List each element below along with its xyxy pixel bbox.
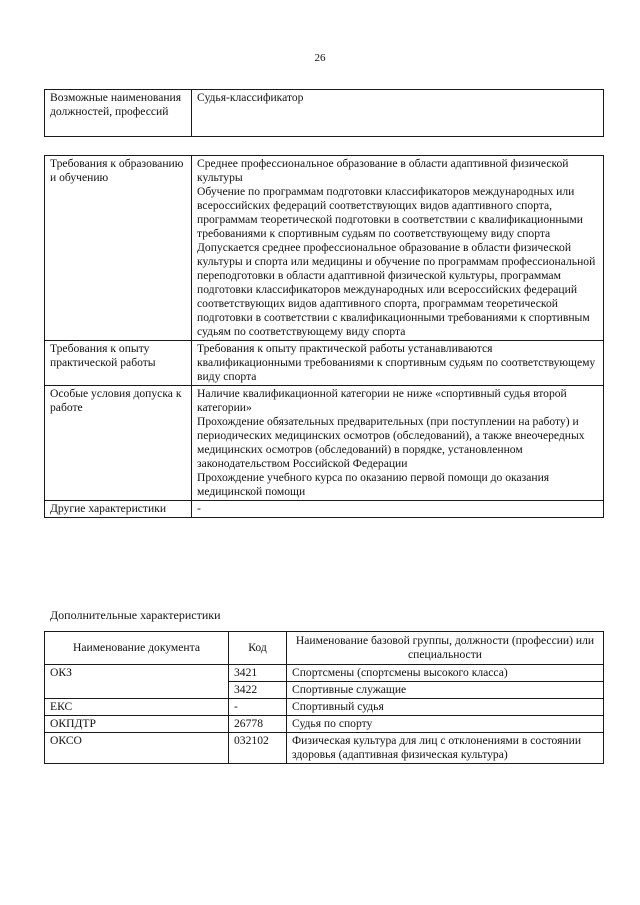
cell-doc: ОКПДТР: [45, 716, 229, 733]
requirement-paragraph: Требования к опыту практической работы устанавливаются квалификационными требованиями к спортивным судьям по соответствующему виду спорта: [197, 342, 596, 383]
cell-name: Физическая культура для лиц с отклонениями в состоянии здоровья (адаптивная физическая культура): [287, 733, 604, 764]
requirement-value-education: [192, 156, 604, 341]
requirement-label-conditions: Особые условия допуска к работе: [45, 386, 192, 501]
table-row: [45, 341, 604, 386]
requirement-label-experience: Требования к опыту практической работы: [45, 341, 192, 386]
table-row: [45, 699, 604, 716]
requirement-value-other: [192, 501, 604, 518]
requirement-value-experience: [192, 341, 604, 386]
requirement-paragraph: Наличие квалификационной категории не ниже «спортивный судья второй категории»: [197, 387, 567, 414]
page-number: 26: [314, 52, 326, 64]
table-row: [45, 716, 604, 733]
cell-doc: ОКЗ: [45, 665, 229, 682]
positions-table: [44, 89, 604, 137]
table-row: [45, 665, 604, 682]
requirement-paragraph: Допускается среднее профессиональное образование в области физической культуры и спорта или медицины и обучение по программам профессиональной переподготовки в области адаптивной физической культуры, программам подготовки классификаторов международных или всероссийских федераций соответствующих видов адаптивного спорта, программам теоретической подготовки в соответствии с квалификационными требованиями к спортивным судьям по соответствующему виду спорта: [197, 241, 596, 338]
header-doc: Наименование документа: [45, 632, 229, 665]
cell-code: -: [229, 699, 287, 716]
cell-doc: ОКСО: [45, 733, 229, 764]
cell-code: 3421: [229, 665, 287, 682]
table-header-row: [45, 632, 604, 665]
cell-name: Судья по спорту: [287, 716, 604, 733]
cell-code: 26778: [229, 716, 287, 733]
cell-code: 032102: [229, 733, 287, 764]
requirement-paragraph: Прохождение обязательных предварительных (при поступлении на работу) и периодических медицинских осмотров (обследований), а также внеочередных медицинских осмотров (обследований) в порядке, установленном законодательством Российской Федерации: [197, 415, 585, 470]
table-row: [45, 156, 604, 341]
requirement-paragraph: -: [197, 502, 201, 515]
cell-doc: [45, 682, 229, 699]
cell-name: Спортивный судья: [287, 699, 604, 716]
header-code: Код: [229, 632, 287, 665]
header-name: Наименование базовой группы, должности (профессии) или специальности: [287, 632, 604, 665]
table-row: [45, 386, 604, 501]
table-row: [45, 682, 604, 699]
positions-value: Судья-классификатор: [192, 90, 604, 137]
requirement-value-conditions: [192, 386, 604, 501]
table-row: [45, 733, 604, 764]
requirements-table: [44, 155, 604, 518]
requirement-paragraph: Прохождение учебного курса по оказанию первой помощи до оказания медицинской помощи: [197, 471, 550, 498]
positions-label: Возможные наименования должностей, профессий: [45, 90, 192, 137]
table-row: [45, 90, 604, 137]
additional-title: Дополнительные характеристики: [50, 608, 221, 622]
requirement-label-other: Другие характеристики: [45, 501, 192, 518]
cell-name: Спортивные служащие: [287, 682, 604, 699]
requirement-label-education: Требования к образованию и обучению: [45, 156, 192, 341]
cell-doc: ЕКС: [45, 699, 229, 716]
additional-table: [44, 631, 604, 764]
table-row: [45, 501, 604, 518]
cell-name: Спортсмены (спортсмены высокого класса): [287, 665, 604, 682]
cell-code: 3422: [229, 682, 287, 699]
requirement-paragraph: Обучение по программам подготовки классификаторов международных или всероссийских федераций соответствующих видов адаптивного спорта, программам теоретической подготовки в соответствии с квалификационными требованиями к спортивным судьям по соответствующему виду спорта: [197, 185, 583, 240]
requirement-paragraph: Среднее профессиональное образование в области адаптивной физической культуры: [197, 157, 569, 184]
